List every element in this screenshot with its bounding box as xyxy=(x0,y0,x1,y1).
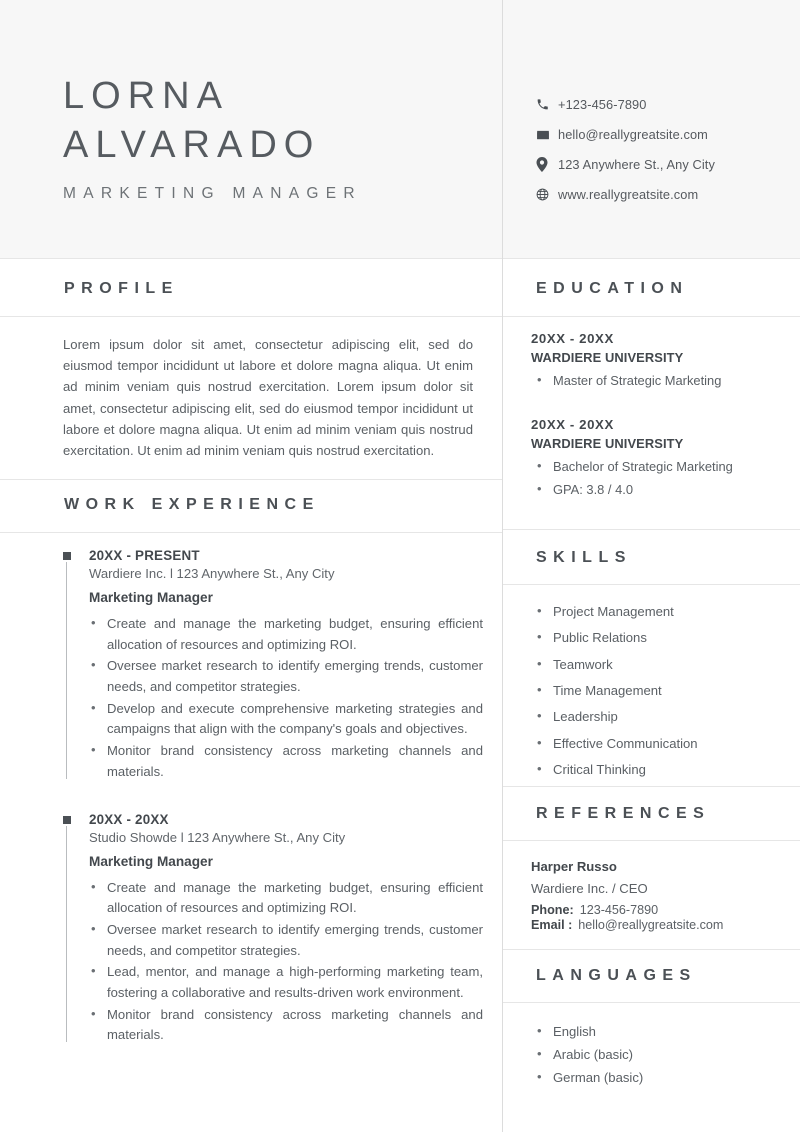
job-role: Marketing Manager xyxy=(89,853,213,869)
section-heading-education: EDUCATION xyxy=(536,280,689,297)
reference-phone xyxy=(531,903,783,917)
rule-work-top xyxy=(0,479,502,480)
job-bullet: • Monitor brand consistency across marketing channels and materials. xyxy=(89,1005,483,1046)
rule-references-top xyxy=(503,786,800,787)
education-detail-list xyxy=(531,371,783,391)
spacer xyxy=(63,784,483,812)
reference-email xyxy=(531,918,783,932)
section-heading-profile: PROFILE xyxy=(64,280,179,297)
reference-organization: Wardiere Inc. / CEO xyxy=(531,881,648,896)
envelope-icon xyxy=(536,128,558,142)
contact-email[interactable] xyxy=(536,120,786,149)
job-organization: Studio Showde l 123 Anywhere St., Any City xyxy=(89,829,346,845)
contact-website[interactable] xyxy=(536,180,786,209)
skill-item: • Critical Thinking xyxy=(531,758,783,782)
spacer xyxy=(531,395,783,417)
job-bullet: • Oversee market research to identify emerging trends, customer needs, and competitor strategies. xyxy=(89,920,483,961)
skill-item: • Time Management xyxy=(531,679,783,703)
language-item: • English xyxy=(531,1021,783,1042)
rule-skills-bottom xyxy=(503,584,800,585)
location-icon xyxy=(536,157,558,172)
education-item xyxy=(531,417,783,500)
timeline-line xyxy=(66,562,67,779)
last-name: ALVARADO xyxy=(63,124,321,167)
first-name: LORNA xyxy=(63,75,229,117)
job-title: MARKETING MANAGER xyxy=(63,184,362,202)
job-bullet-list xyxy=(89,614,483,783)
job-bullet: • Oversee market research to identify emerging trends, customer needs, and competitor strategies. xyxy=(89,656,483,697)
skill-item: • Effective Communication xyxy=(531,732,783,756)
languages-list xyxy=(531,1021,783,1091)
job-date: 20XX - PRESENT xyxy=(89,548,200,563)
timeline-marker-icon xyxy=(63,552,71,560)
rule-languages-bottom xyxy=(503,1002,800,1003)
name-block xyxy=(63,72,483,203)
rule-education-bottom xyxy=(503,316,800,317)
education-item xyxy=(531,331,783,391)
section-heading-languages: LANGUAGES xyxy=(536,967,697,984)
column-divider xyxy=(502,0,503,1132)
job-bullet: • Lead, mentor, and manage a high-performing marketing team, fostering a collaborative and results-driven work environment. xyxy=(89,962,483,1003)
profile-body: Lorem ipsum dolor sit amet, consectetur adipiscing elit, sed do eiusmod tempor incididunt ut labore et dolore magna aliqua. Ut enim ad minim veniam quis nostrud exercitation. Lorem ipsum dolor sit amet, consectetur adipiscing elit, sed do eiusmod tempor incididunt ut labore et dolore magna aliqua. Ut enim ad minim veniam quis nostrud exercitation. Ut enim ad minim veniam quis nostrud exercitation. xyxy=(63,337,473,459)
reference-name: Harper Russo xyxy=(531,859,617,874)
job-bullet: • Monitor brand consistency across marketing channels and materials. xyxy=(89,741,483,782)
education-detail-list xyxy=(531,457,783,500)
skills-list xyxy=(531,600,783,784)
rule-profile-top xyxy=(0,258,502,259)
job-organization: Wardiere Inc. l 123 Anywhere St., Any City xyxy=(89,566,335,581)
contact-website-text: www.reallygreatsite.com xyxy=(558,187,699,202)
section-heading-references: REFERENCES xyxy=(536,805,711,822)
contact-block xyxy=(536,90,786,210)
reference-email-label: Email : xyxy=(531,918,573,932)
reference-phone-label: Phone: xyxy=(531,903,574,917)
language-item: • Arabic (basic) xyxy=(531,1044,783,1065)
contact-phone[interactable] xyxy=(536,90,786,119)
job-role: Marketing Manager xyxy=(89,590,213,605)
job-bullet: • Create and manage the marketing budget, ensuring efficient allocation of resources and optimizing ROI. xyxy=(89,878,483,919)
timeline-marker-icon xyxy=(63,816,71,824)
education-date: 20XX - 20XX xyxy=(531,417,614,433)
globe-icon xyxy=(536,188,558,201)
education-school: WARDIERE UNIVERSITY xyxy=(531,436,684,452)
language-item: • German (basic) xyxy=(531,1067,783,1088)
rule-education-top xyxy=(503,258,800,259)
skill-item: • Public Relations xyxy=(531,626,783,650)
rule-profile-bottom xyxy=(0,316,502,317)
reference-email-value: hello@reallygreatsite.com xyxy=(578,918,724,932)
rule-skills-top xyxy=(503,529,800,530)
phone-icon xyxy=(536,98,558,111)
rule-references-bottom xyxy=(503,840,800,841)
work-experience-list xyxy=(63,548,483,1047)
education-detail: • GPA: 3.8 / 4.0 xyxy=(531,480,783,500)
section-heading-skills: SKILLS xyxy=(536,549,632,566)
job-bullet: • Develop and execute comprehensive marketing strategies and campaigns that align with the company's goals and objectives. xyxy=(89,699,483,740)
timeline-line xyxy=(66,826,67,1043)
work-experience-item xyxy=(63,548,483,783)
job-date: 20XX - 20XX xyxy=(89,811,169,827)
contact-address-text: 123 Anywhere St., Any City xyxy=(558,157,715,172)
job-bullet: • Create and manage the marketing budget, ensuring efficient allocation of resources and optimizing ROI. xyxy=(89,614,483,655)
contact-email-text: hello@reallygreatsite.com xyxy=(558,127,708,142)
education-date: 20XX - 20XX xyxy=(531,331,614,346)
rule-languages-top xyxy=(503,949,800,950)
skill-item: • Project Management xyxy=(531,600,783,624)
reference-phone-value: 123-456-7890 xyxy=(579,903,659,917)
skill-item: • Leadership xyxy=(531,705,783,729)
rule-work-bottom xyxy=(0,532,502,533)
contact-phone-text: +123-456-7890 xyxy=(558,97,647,112)
education-list xyxy=(531,331,783,504)
education-school: WARDIERE UNIVERSITY xyxy=(531,350,684,365)
work-experience-item xyxy=(63,812,483,1047)
education-detail: • Master of Strategic Marketing xyxy=(531,371,783,391)
references-block xyxy=(531,859,783,932)
section-heading-work-experience: WORK EXPERIENCE xyxy=(64,496,320,513)
contact-address[interactable] xyxy=(536,150,786,179)
education-detail: • Bachelor of Strategic Marketing xyxy=(531,457,783,477)
job-bullet-list xyxy=(89,878,483,1047)
skill-item: • Teamwork xyxy=(531,653,783,677)
